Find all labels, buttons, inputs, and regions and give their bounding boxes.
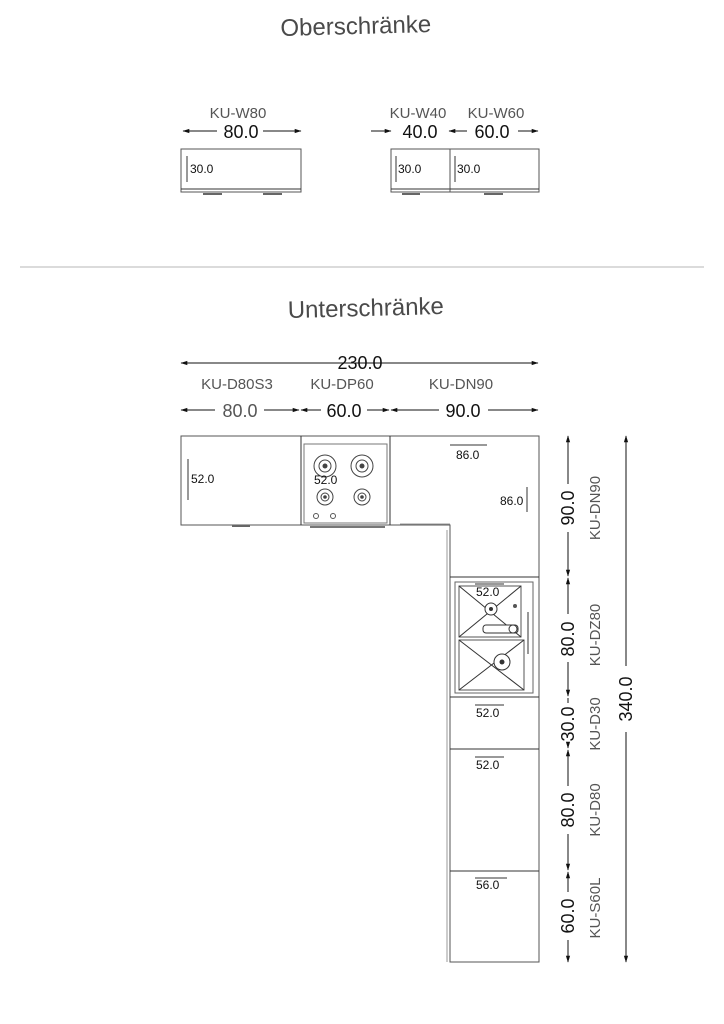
lower-width-dn90: 90.0 — [445, 401, 481, 421]
lower-depth-s60l: 56.0 — [476, 878, 500, 892]
side-code-dz80: KU-DZ80 — [587, 603, 604, 667]
upper-code-w40: KU-W40 — [389, 105, 447, 122]
side-code-d30: KU-D30 — [587, 697, 604, 751]
lower-depth-dn90-a: 86.0 — [456, 448, 480, 462]
lower-depth-dz80: 52.0 — [476, 585, 500, 599]
lower-depth-d80s3: 52.0 — [191, 472, 215, 486]
lower-width-dp60: 60.0 — [326, 401, 362, 421]
lower-depth-dn90-b: 86.0 — [500, 494, 524, 508]
side-length-d30: 30.0 — [558, 706, 578, 742]
lower-title: Unterschränke — [287, 292, 445, 325]
upper-code-w60: KU-W60 — [467, 105, 525, 122]
upper-title: Oberschränke — [280, 11, 432, 42]
lower-depth-d30: 52.0 — [476, 706, 500, 720]
side-length-d80: 80.0 — [558, 792, 578, 828]
lower-total-width: 230.0 — [337, 353, 383, 373]
side-code-d80: KU-D80 — [587, 783, 604, 837]
upper-width-w60: 60.0 — [474, 122, 510, 142]
upper-depth-w60: 30.0 — [457, 162, 481, 176]
lower-code-dp60: KU-DP60 — [310, 376, 374, 393]
upper-depth-w80: 30.0 — [190, 162, 214, 176]
lower-width-d80s3: 80.0 — [222, 401, 258, 421]
upper-width-w80: 80.0 — [223, 122, 259, 142]
lower-code-dn90: KU-DN90 — [428, 376, 494, 393]
drain-icon — [494, 654, 510, 670]
lower-depth-d80: 52.0 — [476, 758, 500, 772]
side-code-s60l: KU-S60L — [587, 877, 604, 939]
drain-icon — [485, 603, 497, 615]
upper-depth-w40: 30.0 — [398, 162, 422, 176]
lower-depth-dp60: 52.0 — [314, 473, 338, 487]
side-code-dn90: KU-DN90 — [587, 475, 604, 541]
upper-width-w40: 40.0 — [402, 122, 438, 142]
side-length-dn90: 90.0 — [558, 490, 578, 526]
side-length-s60l: 60.0 — [558, 898, 578, 934]
lower-total-length: 340.0 — [616, 676, 636, 722]
upper-code-w80: KU-W80 — [209, 105, 267, 122]
lower-code-d80s3: KU-D80S3 — [201, 376, 273, 393]
side-length-dz80: 80.0 — [558, 621, 578, 657]
